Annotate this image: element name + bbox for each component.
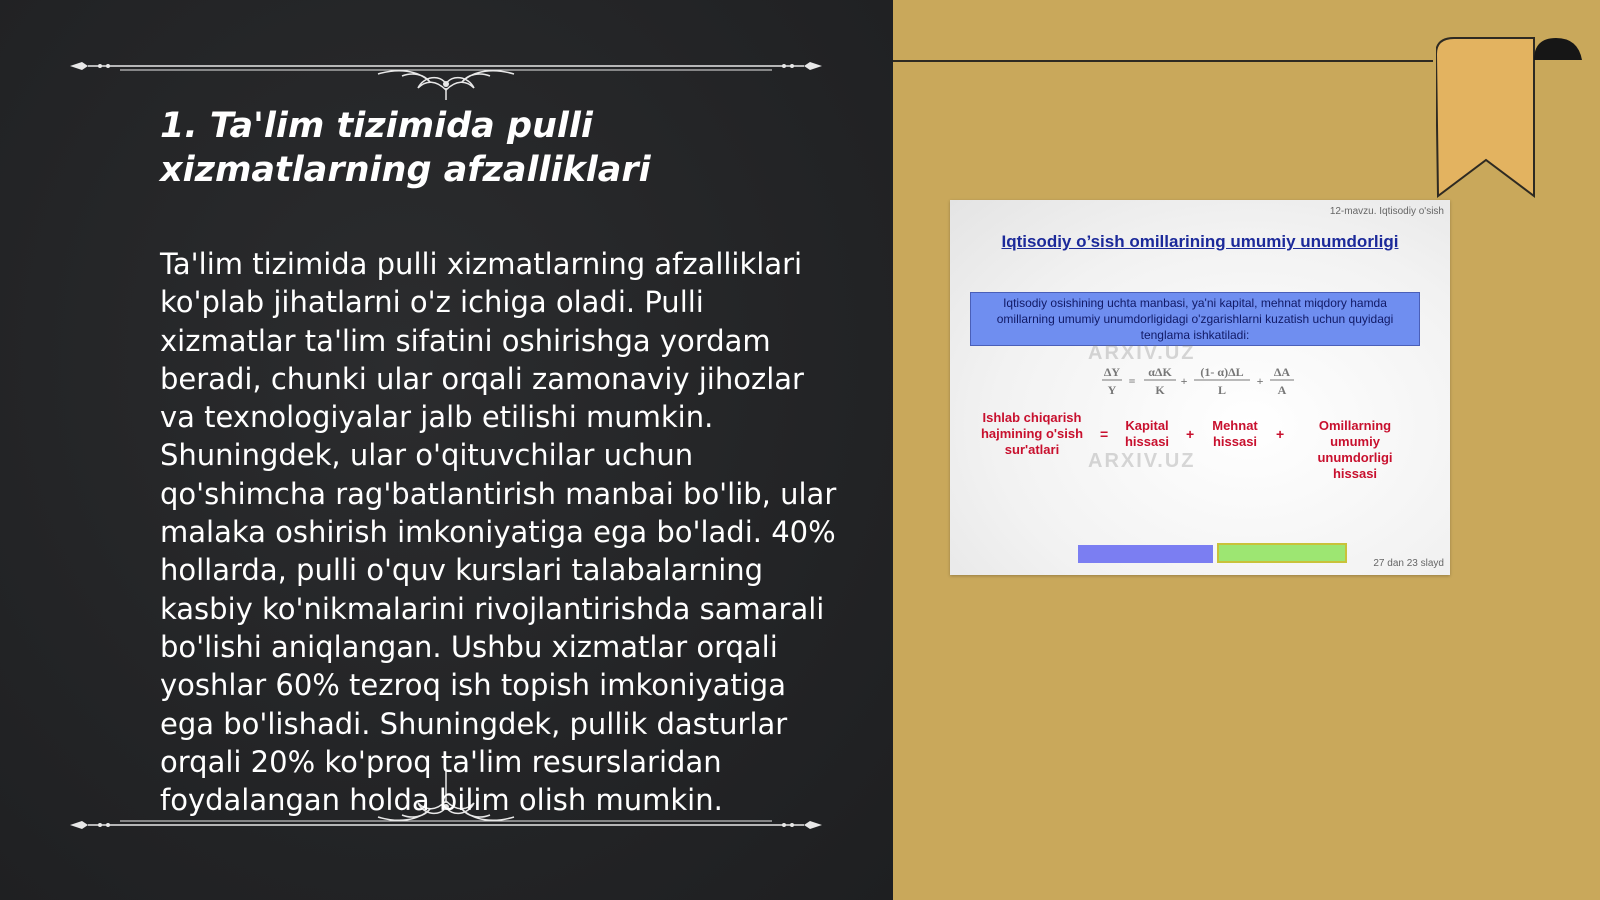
slide-body-text: Ta'lim tizimida pulli xizmatlarning afzalliklari ko'plab jihatlarni o'z ichiga oladi. Pulli xizmatlar ta'lim sifatini oshirishga yordam beradi, chunki ular orqali zamonaviy jihozlar va texnologiyalar jalb etilishi mumkin. Shuningdek, ular o'qituvchilar uchun qo'shimcha rag'batlantirish manbai bo'lib, ular malaka oshirish imkoniyatiga ega bo'ladi. 40% hollarda, pulli o'quv kurslari talabalarning kasbiy ko'nikmalarini rivojlantirishda samarali bo'lishi aniqlangan. Ushbu xizmatlar orqali yoshlar 60% tezroq ish topish imkoniyatiga ega bo'lishadi. Shuningdek, pullik dasturlar orqali 20% ko'proq ta'lim resurslaridan foydalangan holda bilim olish mumkin. [160,247,837,818]
op-plus: + [1276,426,1285,442]
growth-formula [1100,362,1300,402]
formula-plus: + [1256,374,1264,388]
nav-bar-blue [1078,545,1213,563]
op-plus: + [1186,426,1195,442]
formula-plus: + [1180,374,1188,388]
formula-term1-denominator: K [1155,383,1165,397]
label-labor-share: Mehnat hissasi [1212,418,1258,449]
formula-lhs-numerator: ΔY [1103,365,1121,379]
formula-term3-numerator: ΔA [1273,365,1291,379]
embedded-slide-footer: 27 dan 23 slayd [1373,558,1444,569]
op-equals: = [1100,426,1109,442]
label-output-growth: Ishlab chiqarish hajmining o'sish sur'atlari [980,410,1084,457]
watermark-text: ARXIV.UZ [1088,450,1196,472]
top-ornament [68,40,824,100]
label-capital-share: Kapital hissasi [1124,418,1170,449]
divider-line [893,60,1433,62]
label-tfp-share: Omillarning umumiy unumdorligi hissasi [1317,418,1393,481]
embedded-slide-header: 12-mavzu. Iqtisodiy o'sish [1329,206,1444,217]
slide-title: 1. Ta'lim tizimida pulli xizmatlarning afzalliklari [160,106,651,190]
formula-term1-numerator: αΔK [1148,365,1172,379]
formula-term2-numerator: (1- α)ΔL [1200,365,1244,379]
bookmark-icon [1436,36,1586,206]
formula-equals: = [1128,374,1136,388]
nav-bar-green [1217,543,1347,563]
embedded-slide-image [950,200,1450,575]
embedded-slide-title: Iqtisodiy o’sish omillarining umumiy unumdorligi [1001,232,1399,251]
formula-term2-denominator: L [1217,383,1227,397]
watermark-text: ARXIV.UZ [1088,342,1196,364]
formula-lhs-denominator: Y [1107,383,1117,397]
formula-term3-denominator: A [1277,383,1287,397]
embedded-slide-description: Iqtisodiy osishining uchta manbasi, ya'ni kapital, mehnat miqdory hamda omillarning umumiy unumdorligidagi o'zgarishlarni kuzatish uchun quyidagi tenglama ishkatiladi: [970,292,1420,346]
